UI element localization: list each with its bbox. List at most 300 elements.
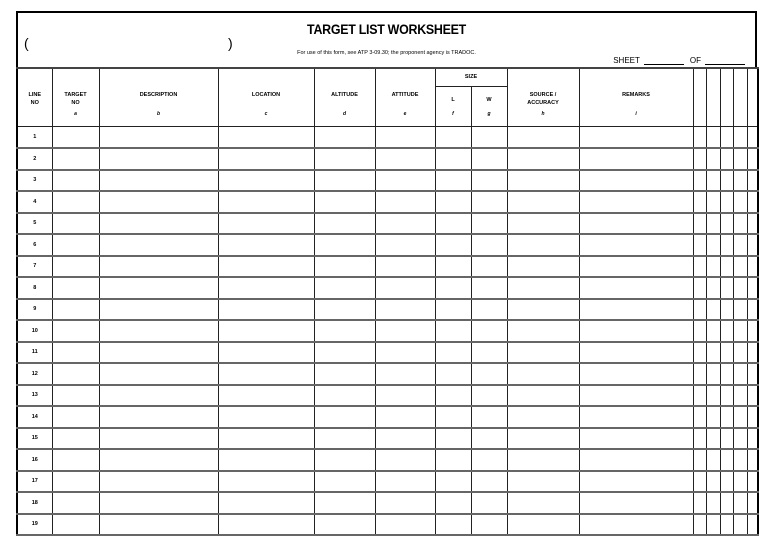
entry-cell[interactable]	[314, 256, 375, 278]
entry-cell[interactable]	[471, 277, 507, 299]
entry-cell[interactable]	[507, 492, 579, 514]
entry-cell[interactable]	[52, 385, 99, 407]
entry-cell[interactable]	[706, 191, 720, 213]
entry-cell[interactable]	[471, 406, 507, 428]
entry-cell[interactable]	[507, 170, 579, 192]
entry-cell[interactable]	[693, 342, 706, 364]
entry-cell[interactable]	[747, 299, 758, 321]
entry-cell[interactable]	[435, 385, 471, 407]
entry-cell[interactable]	[471, 514, 507, 536]
entry-cell[interactable]	[747, 449, 758, 471]
entry-cell[interactable]	[693, 363, 706, 385]
entry-cell[interactable]	[314, 299, 375, 321]
entry-cell[interactable]	[218, 492, 314, 514]
entry-cell[interactable]	[747, 514, 758, 536]
entry-cell[interactable]	[52, 234, 99, 256]
table-row	[17, 320, 758, 342]
entry-cell[interactable]	[435, 471, 471, 493]
entry-cell[interactable]	[99, 148, 218, 170]
entry-cell[interactable]	[720, 492, 733, 514]
entry-cell[interactable]	[471, 471, 507, 493]
entry-cell[interactable]	[507, 428, 579, 450]
entry-cell[interactable]	[52, 277, 99, 299]
entry-cell[interactable]	[314, 320, 375, 342]
entry-cell[interactable]	[507, 191, 579, 213]
entry-cell[interactable]	[733, 170, 747, 192]
entry-cell[interactable]	[693, 277, 706, 299]
entry-cell[interactable]	[52, 363, 99, 385]
entry-cell[interactable]	[733, 363, 747, 385]
entry-cell[interactable]	[733, 148, 747, 170]
entry-cell[interactable]	[52, 213, 99, 235]
table-row	[17, 191, 758, 213]
entry-cell[interactable]	[52, 299, 99, 321]
table-row	[17, 299, 758, 321]
entry-cell[interactable]	[218, 234, 314, 256]
entry-cell[interactable]	[706, 256, 720, 278]
entry-cell[interactable]	[435, 342, 471, 364]
entry-cell[interactable]	[507, 277, 579, 299]
entry-cell[interactable]	[720, 127, 733, 149]
entry-cell[interactable]	[747, 406, 758, 428]
entry-cell[interactable]	[218, 514, 314, 536]
entry-cell[interactable]	[52, 191, 99, 213]
form-header	[16, 11, 757, 69]
entry-cell[interactable]	[747, 256, 758, 278]
line-number: 19	[17, 514, 52, 536]
entry-cell[interactable]	[375, 449, 435, 471]
entry-cell[interactable]	[375, 191, 435, 213]
entry-cell[interactable]	[375, 256, 435, 278]
entry-cell[interactable]	[375, 428, 435, 450]
table-row	[17, 342, 758, 364]
entry-cell[interactable]	[507, 299, 579, 321]
entry-cell[interactable]	[693, 234, 706, 256]
entry-cell[interactable]	[218, 256, 314, 278]
entry-cell[interactable]	[435, 406, 471, 428]
entry-cell[interactable]	[218, 363, 314, 385]
entry-cell[interactable]	[314, 148, 375, 170]
entry-cell[interactable]	[99, 471, 218, 493]
entry-cell[interactable]	[747, 170, 758, 192]
entry-cell[interactable]	[99, 191, 218, 213]
entry-cell[interactable]	[471, 213, 507, 235]
entry-cell[interactable]	[720, 471, 733, 493]
entry-cell[interactable]	[706, 148, 720, 170]
entry-cell[interactable]	[435, 191, 471, 213]
entry-cell[interactable]	[314, 277, 375, 299]
entry-cell[interactable]	[435, 170, 471, 192]
entry-cell[interactable]	[733, 342, 747, 364]
entry-cell[interactable]	[747, 385, 758, 407]
entry-cell[interactable]	[747, 342, 758, 364]
entry-cell[interactable]	[471, 148, 507, 170]
entry-cell[interactable]	[375, 127, 435, 149]
column-label: DESCRIPTION	[139, 92, 178, 98]
entry-cell[interactable]	[471, 385, 507, 407]
entry-cell[interactable]	[314, 191, 375, 213]
entry-cell[interactable]	[99, 213, 218, 235]
entry-cell[interactable]	[579, 492, 693, 514]
column-label: W	[486, 97, 492, 103]
entry-cell[interactable]	[375, 492, 435, 514]
entry-cell[interactable]	[706, 299, 720, 321]
entry-cell[interactable]	[706, 320, 720, 342]
entry-cell[interactable]	[471, 449, 507, 471]
entry-cell[interactable]	[314, 213, 375, 235]
entry-cell[interactable]	[579, 148, 693, 170]
entry-cell[interactable]	[375, 148, 435, 170]
entry-cell[interactable]	[375, 277, 435, 299]
entry-cell[interactable]	[314, 234, 375, 256]
entry-cell[interactable]	[52, 342, 99, 364]
entry-cell[interactable]	[507, 127, 579, 149]
entry-cell[interactable]	[579, 385, 693, 407]
table-row	[17, 514, 758, 536]
entry-cell[interactable]	[99, 170, 218, 192]
entry-cell[interactable]	[507, 471, 579, 493]
entry-cell[interactable]	[579, 277, 693, 299]
entry-cell[interactable]	[720, 256, 733, 278]
entry-cell[interactable]	[471, 299, 507, 321]
entry-cell[interactable]	[733, 256, 747, 278]
entry-cell[interactable]	[375, 471, 435, 493]
entry-cell[interactable]	[314, 406, 375, 428]
entry-cell[interactable]	[507, 406, 579, 428]
entry-cell[interactable]	[706, 514, 720, 536]
entry-cell[interactable]	[99, 256, 218, 278]
entry-cell[interactable]	[720, 406, 733, 428]
entry-cell[interactable]	[747, 148, 758, 170]
entry-cell[interactable]	[99, 363, 218, 385]
entry-cell[interactable]	[314, 428, 375, 450]
entry-cell[interactable]	[218, 213, 314, 235]
column-label: LOCATION	[251, 92, 281, 98]
entry-cell[interactable]	[52, 449, 99, 471]
entry-cell[interactable]	[218, 342, 314, 364]
column-letter: g	[487, 111, 491, 117]
entry-cell[interactable]	[99, 320, 218, 342]
entry-cell[interactable]	[720, 428, 733, 450]
entry-cell[interactable]	[218, 170, 314, 192]
entry-cell[interactable]	[471, 492, 507, 514]
entry-cell[interactable]	[218, 406, 314, 428]
entry-cell[interactable]	[218, 385, 314, 407]
entry-cell[interactable]	[706, 363, 720, 385]
entry-cell[interactable]	[507, 213, 579, 235]
entry-cell[interactable]	[579, 234, 693, 256]
entry-cell[interactable]	[52, 428, 99, 450]
entry-cell[interactable]	[471, 170, 507, 192]
entry-cell[interactable]	[52, 406, 99, 428]
extra-column-header	[693, 68, 706, 127]
entry-cell[interactable]	[579, 514, 693, 536]
entry-cell[interactable]	[99, 428, 218, 450]
entry-cell[interactable]	[435, 213, 471, 235]
entry-cell[interactable]	[706, 127, 720, 149]
column-header-5	[375, 68, 435, 127]
entry-cell[interactable]	[720, 363, 733, 385]
entry-cell[interactable]	[579, 363, 693, 385]
entry-cell[interactable]	[218, 299, 314, 321]
entry-cell[interactable]	[471, 363, 507, 385]
entry-cell[interactable]	[99, 277, 218, 299]
entry-cell[interactable]	[733, 234, 747, 256]
entry-cell[interactable]	[52, 514, 99, 536]
entry-cell[interactable]	[218, 148, 314, 170]
entry-cell[interactable]	[733, 514, 747, 536]
entry-cell[interactable]	[693, 127, 706, 149]
entry-cell[interactable]	[314, 471, 375, 493]
entry-cell[interactable]	[435, 320, 471, 342]
entry-cell[interactable]	[720, 320, 733, 342]
column-label: ALTITUDE	[331, 92, 358, 98]
entry-cell[interactable]	[435, 428, 471, 450]
entry-cell[interactable]	[693, 428, 706, 450]
extra-column-header	[706, 68, 720, 127]
line-number: 8	[17, 277, 52, 299]
entry-cell[interactable]	[375, 514, 435, 536]
table-row	[17, 277, 758, 299]
entry-cell[interactable]	[720, 213, 733, 235]
entry-cell[interactable]	[747, 363, 758, 385]
column-header-8	[507, 68, 579, 127]
entry-cell[interactable]	[720, 234, 733, 256]
entry-cell[interactable]	[375, 234, 435, 256]
entry-cell[interactable]	[218, 471, 314, 493]
entry-cell[interactable]	[507, 514, 579, 536]
column-letter: d	[342, 111, 347, 117]
entry-cell[interactable]	[99, 342, 218, 364]
entry-cell[interactable]	[747, 492, 758, 514]
entry-cell[interactable]	[706, 492, 720, 514]
entry-cell[interactable]	[706, 428, 720, 450]
entry-cell[interactable]	[720, 277, 733, 299]
entry-cell[interactable]	[706, 234, 720, 256]
entry-cell[interactable]	[218, 320, 314, 342]
entry-cell[interactable]	[99, 449, 218, 471]
entry-cell[interactable]	[99, 299, 218, 321]
entry-cell[interactable]	[693, 191, 706, 213]
entry-cell[interactable]	[706, 342, 720, 364]
entry-cell[interactable]	[99, 514, 218, 536]
entry-cell[interactable]	[693, 514, 706, 536]
entry-cell[interactable]	[693, 471, 706, 493]
entry-cell[interactable]	[435, 449, 471, 471]
entry-cell[interactable]	[579, 170, 693, 192]
entry-cell[interactable]	[747, 428, 758, 450]
entry-cell[interactable]	[693, 406, 706, 428]
entry-cell[interactable]	[314, 342, 375, 364]
entry-cell[interactable]	[733, 471, 747, 493]
entry-cell[interactable]	[747, 320, 758, 342]
entry-cell[interactable]	[733, 320, 747, 342]
entry-cell[interactable]	[99, 385, 218, 407]
entry-cell[interactable]	[471, 342, 507, 364]
entry-cell[interactable]	[218, 127, 314, 149]
entry-cell[interactable]	[314, 363, 375, 385]
entry-cell[interactable]	[706, 170, 720, 192]
entry-cell[interactable]	[720, 170, 733, 192]
sheet-field[interactable]	[644, 56, 684, 65]
entry-cell[interactable]	[733, 127, 747, 149]
entry-cell[interactable]	[52, 256, 99, 278]
entry-cell[interactable]	[507, 234, 579, 256]
entry-cell[interactable]	[218, 191, 314, 213]
entry-cell[interactable]	[314, 385, 375, 407]
entry-cell[interactable]	[693, 213, 706, 235]
entry-cell[interactable]	[747, 277, 758, 299]
entry-cell[interactable]	[579, 320, 693, 342]
entry-cell[interactable]	[52, 127, 99, 149]
entry-cell[interactable]	[507, 385, 579, 407]
entry-cell[interactable]	[375, 320, 435, 342]
entry-cell[interactable]	[733, 191, 747, 213]
entry-cell[interactable]	[733, 449, 747, 471]
entry-cell[interactable]	[52, 471, 99, 493]
line-number: 10	[17, 320, 52, 342]
entry-cell[interactable]	[720, 449, 733, 471]
entry-cell[interactable]	[314, 127, 375, 149]
table-row	[17, 148, 758, 170]
entry-cell[interactable]	[99, 492, 218, 514]
entry-cell[interactable]	[471, 428, 507, 450]
entry-cell[interactable]	[375, 363, 435, 385]
entry-cell[interactable]	[435, 514, 471, 536]
entry-cell[interactable]	[507, 449, 579, 471]
entry-cell[interactable]	[693, 385, 706, 407]
entry-cell[interactable]	[507, 256, 579, 278]
entry-cell[interactable]	[435, 256, 471, 278]
entry-cell[interactable]	[747, 471, 758, 493]
entry-cell[interactable]	[435, 277, 471, 299]
entry-cell[interactable]	[52, 320, 99, 342]
entry-cell[interactable]	[435, 148, 471, 170]
line-number: 15	[17, 428, 52, 450]
table-row	[17, 213, 758, 235]
entry-cell[interactable]	[720, 148, 733, 170]
entry-cell[interactable]	[733, 385, 747, 407]
entry-cell[interactable]	[720, 342, 733, 364]
entry-cell[interactable]	[579, 127, 693, 149]
entry-cell[interactable]	[52, 170, 99, 192]
entry-cell[interactable]	[375, 406, 435, 428]
entry-cell[interactable]	[435, 234, 471, 256]
entry-cell[interactable]	[733, 299, 747, 321]
table-row	[17, 492, 758, 514]
entry-cell[interactable]	[579, 449, 693, 471]
entry-cell[interactable]	[99, 234, 218, 256]
entry-cell[interactable]	[579, 256, 693, 278]
entry-cell[interactable]	[579, 342, 693, 364]
entry-cell[interactable]	[218, 449, 314, 471]
entry-cell[interactable]	[471, 191, 507, 213]
entry-cell[interactable]	[733, 213, 747, 235]
entry-cell[interactable]	[375, 385, 435, 407]
form-title: TARGET LIST WORKSHEET	[307, 22, 466, 37]
entry-cell[interactable]	[99, 127, 218, 149]
entry-cell[interactable]	[471, 256, 507, 278]
entry-cell[interactable]	[99, 406, 218, 428]
entry-cell[interactable]	[693, 148, 706, 170]
entry-cell[interactable]	[720, 191, 733, 213]
of-label: OF	[689, 56, 701, 65]
entry-cell[interactable]	[693, 320, 706, 342]
entry-cell[interactable]	[314, 449, 375, 471]
entry-cell[interactable]	[52, 492, 99, 514]
entry-cell[interactable]	[747, 213, 758, 235]
entry-cell[interactable]	[720, 299, 733, 321]
entry-cell[interactable]	[733, 406, 747, 428]
entry-cell[interactable]	[720, 385, 733, 407]
column-label: LINE NO	[28, 92, 42, 106]
entry-cell[interactable]	[706, 213, 720, 235]
entry-cell[interactable]	[52, 148, 99, 170]
entry-cell[interactable]	[314, 170, 375, 192]
entry-cell[interactable]	[507, 363, 579, 385]
entry-cell[interactable]	[720, 514, 733, 536]
entry-cell[interactable]	[747, 191, 758, 213]
entry-cell[interactable]	[693, 492, 706, 514]
entry-cell[interactable]	[471, 234, 507, 256]
table-row	[17, 449, 758, 471]
line-number: 13	[17, 385, 52, 407]
entry-cell[interactable]	[706, 406, 720, 428]
entry-cell[interactable]	[314, 492, 375, 514]
entry-cell[interactable]	[579, 428, 693, 450]
entry-cell[interactable]	[747, 234, 758, 256]
entry-cell[interactable]	[218, 277, 314, 299]
entry-cell[interactable]	[733, 277, 747, 299]
entry-cell[interactable]	[471, 127, 507, 149]
entry-cell[interactable]	[733, 492, 747, 514]
entry-cell[interactable]	[706, 449, 720, 471]
entry-cell[interactable]	[435, 363, 471, 385]
entry-cell[interactable]	[375, 299, 435, 321]
column-header-2	[99, 68, 218, 127]
entry-cell[interactable]	[579, 213, 693, 235]
entry-cell[interactable]	[693, 170, 706, 192]
entry-cell[interactable]	[693, 449, 706, 471]
entry-cell[interactable]	[375, 170, 435, 192]
entry-cell[interactable]	[375, 213, 435, 235]
entry-cell[interactable]	[706, 385, 720, 407]
entry-cell[interactable]	[747, 127, 758, 149]
entry-cell[interactable]	[706, 471, 720, 493]
entry-cell[interactable]	[579, 191, 693, 213]
entry-cell[interactable]	[218, 428, 314, 450]
entry-cell[interactable]	[471, 320, 507, 342]
entry-cell[interactable]	[706, 277, 720, 299]
entry-cell[interactable]	[507, 148, 579, 170]
entry-cell[interactable]	[507, 320, 579, 342]
size-header: SIZE	[435, 68, 507, 87]
table-row	[17, 363, 758, 385]
entry-cell[interactable]	[435, 492, 471, 514]
entry-cell[interactable]	[579, 471, 693, 493]
entry-cell[interactable]	[314, 514, 375, 536]
entry-cell[interactable]	[579, 406, 693, 428]
entry-cell[interactable]	[579, 299, 693, 321]
entry-cell[interactable]	[435, 127, 471, 149]
of-field[interactable]	[705, 56, 745, 65]
entry-cell[interactable]	[693, 299, 706, 321]
entry-cell[interactable]	[435, 299, 471, 321]
entry-cell[interactable]	[507, 342, 579, 364]
entry-cell[interactable]	[375, 342, 435, 364]
entry-cell[interactable]	[693, 256, 706, 278]
entry-cell[interactable]	[733, 428, 747, 450]
